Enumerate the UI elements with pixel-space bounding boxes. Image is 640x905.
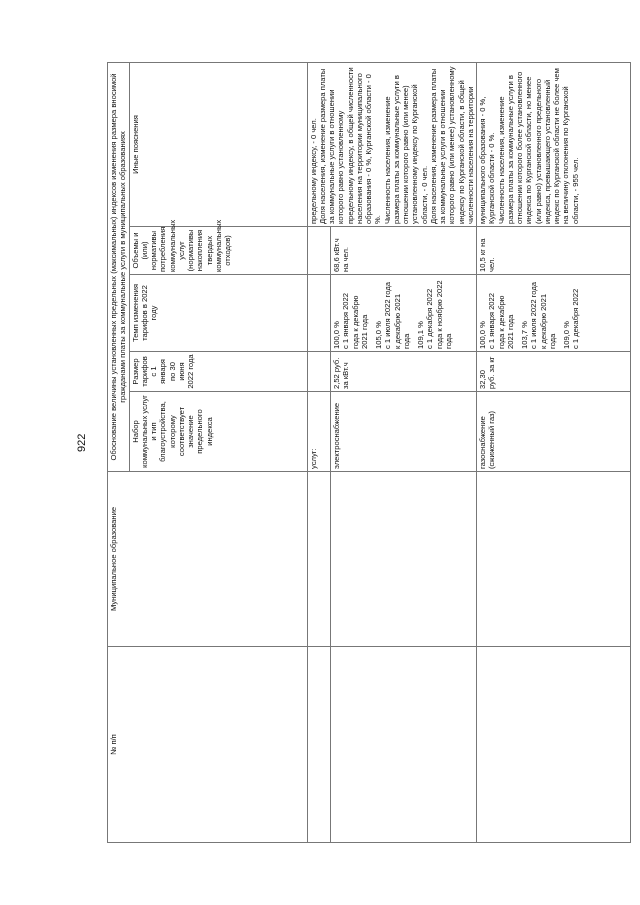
cell-num bbox=[477, 647, 631, 843]
cell-num bbox=[331, 647, 477, 843]
header-notes: Иные пояснения bbox=[129, 62, 307, 226]
cell-volume: 68,6 кВт.ч на чел. bbox=[331, 227, 477, 275]
header-set: Набор коммунальных услуг и тип благоустройства, которому соответствует значение предельного индекса bbox=[129, 392, 307, 472]
cell-num bbox=[307, 647, 331, 843]
rate-entry: 100,0 % с 1 января 2022 года к декабрю 2021 года bbox=[332, 293, 369, 349]
cell-tariff: 32,30 руб. за кг bbox=[477, 352, 631, 392]
header-num: № п/п bbox=[108, 647, 308, 843]
cell-municipality bbox=[477, 472, 631, 647]
table-row bbox=[307, 62, 331, 842]
header-rate: Темп изменения тарифов в 2022 году bbox=[129, 275, 307, 352]
cell-volume: 10,5 кг на чел. bbox=[477, 227, 631, 275]
cell-municipality bbox=[331, 472, 477, 647]
cell-set: услуг: bbox=[307, 392, 331, 472]
cell-notes: предельному индексу, - 0 чел. Доля населения, изменение размера платы за коммунальные услуги в отношении которого равно установленному предельному индексу, в общей численности населения на территории муниципального образования - 0 %, Курганской области - 0 %. Численность населения, изменение размера платы за коммунальные услуги в отношении которого равно (или менее) установленному индексу по Курганской области, - 0 чел. Доля населения, изменение размера платы за коммунальные услуги в отношении которого равно (или менее) установленному индексу по Курганской области, в общей численности населения на территории bbox=[307, 62, 477, 226]
header-volume: Объемы и (или) нормативы потребления коммунальных услуг (нормативы накопления твердых коммунальных отходов) bbox=[129, 227, 307, 275]
rotated-table-container bbox=[107, 63, 607, 843]
header-group-title: Обоснование величины установленных предельных (максимальных) индексов изменения размера вносимой гражданами платы за коммунальные услуги в муниципальных образованиях bbox=[108, 62, 130, 471]
cell-notes: муниципального образования - 0 %, Курганской области - 0 %. Численность населения, изменение размера платы за коммунальные услуги в отношении которого более установленного индекса по Курганской области, но менее (или равно) установленного предельного индекса, превышающего установленный индекс по Курганской области не более чем на величину отклонения по Курганской области, - 955 чел. bbox=[477, 62, 631, 226]
page-number: 922 bbox=[76, 433, 88, 452]
rate-entry: 100,0 % с 1 января 2022 года к декабрю 2021 года bbox=[478, 293, 515, 349]
header-municipality: Муниципальное образование bbox=[108, 472, 308, 647]
cell-set: газоснабжение (сжиженный газ) bbox=[477, 392, 631, 472]
header-tariff: Размер тарифов с 1 января по 30 июня 2022 года bbox=[129, 352, 307, 392]
cell-rate bbox=[331, 275, 477, 352]
rate-entry: 109,0 % с 1 декабря 2022 bbox=[562, 288, 581, 349]
cell-municipality bbox=[307, 472, 331, 647]
header-row-top bbox=[108, 62, 130, 842]
cell-tariff: 2,52 руб. за кВт.ч bbox=[331, 352, 477, 392]
cell-tariff bbox=[307, 352, 331, 392]
justification-table bbox=[107, 62, 631, 843]
cell-volume bbox=[307, 227, 331, 275]
table-row bbox=[477, 62, 631, 842]
rate-entry: 105,0 % с 1 июля 2022 года к декабрю 2021 года bbox=[374, 282, 411, 349]
cell-set: электроснабжение bbox=[331, 392, 477, 472]
rate-entry: 109,1 % с 1 декабря 2022 года к ноябрю 2022 года bbox=[416, 280, 453, 349]
rate-entry: 103,7 % с 1 июля 2022 года к декабрю 2021 года bbox=[520, 282, 557, 349]
cell-rate bbox=[307, 275, 331, 352]
cell-rate bbox=[477, 275, 631, 352]
